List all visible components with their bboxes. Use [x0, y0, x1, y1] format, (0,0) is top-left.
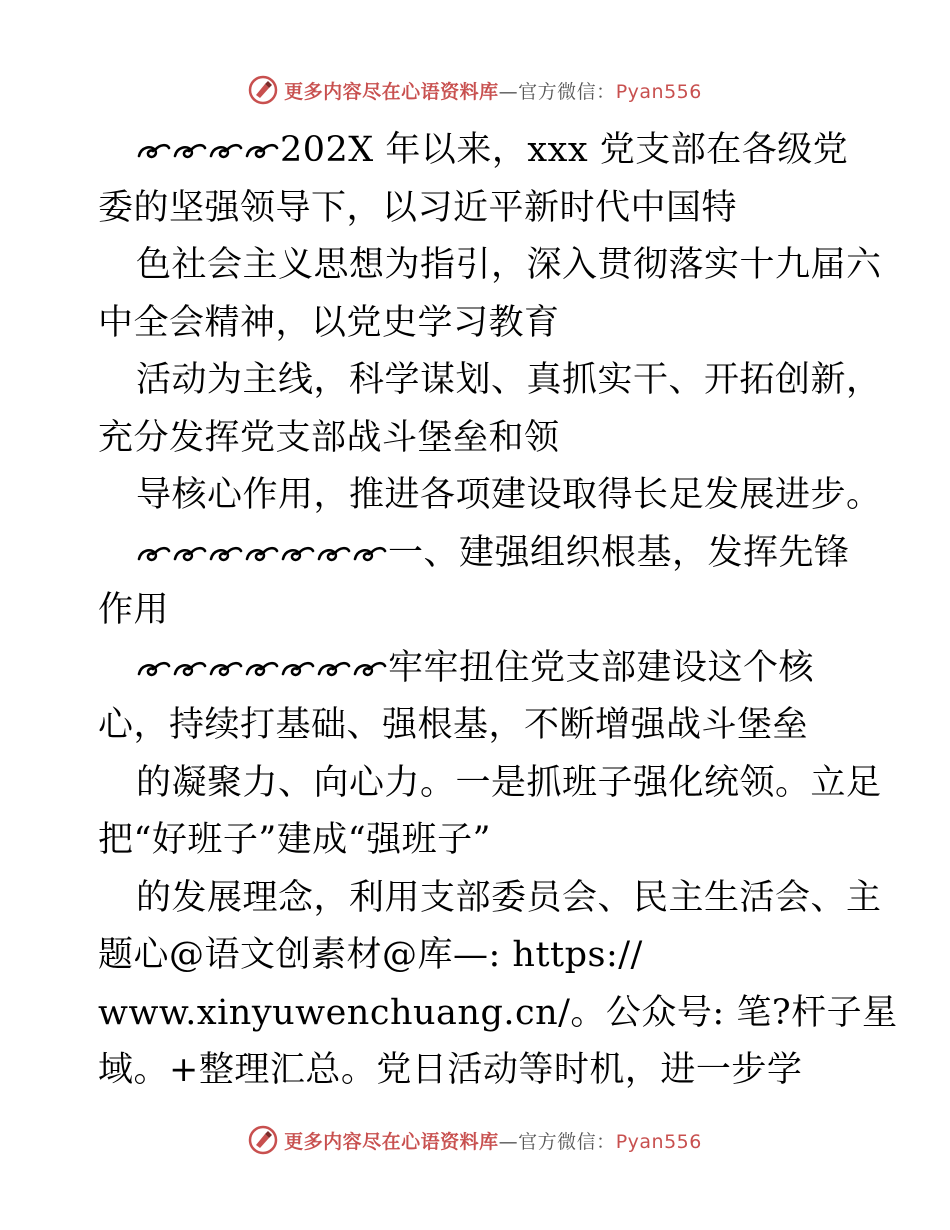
text-line — [98, 237, 882, 295]
text-line-content: www.xinyuwenchuang.cn/。公众号: 笔?杆子星 — [98, 992, 898, 1033]
text-line-content: 色社会主义思想为指引，深入贯彻落实十九届六 — [136, 245, 882, 285]
ornament-glyph-icon — [136, 642, 172, 666]
banner-separator-text: —官方微信： — [498, 1130, 616, 1153]
banner-wechat-id: Pyan556 — [615, 1130, 702, 1153]
ornament-glyph-icon — [136, 124, 172, 148]
ornament-glyph-icon — [208, 124, 244, 148]
text-line-content: 域。+整理汇总。党日活动等时机，进一步学 — [98, 1050, 803, 1090]
text-line — [98, 812, 858, 870]
ornament-glyph-icon — [172, 527, 208, 551]
ornament-glyph-icon — [316, 527, 352, 551]
ornament-glyph-icon — [280, 642, 316, 666]
text-line — [98, 525, 858, 583]
text-line — [98, 927, 858, 985]
text-line — [98, 1042, 858, 1100]
ornament-glyph-icon — [172, 642, 208, 666]
text-line — [98, 122, 858, 180]
banner-text — [284, 77, 702, 104]
text-line — [98, 640, 858, 698]
banner-wechat-id: Pyan556 — [615, 80, 702, 103]
text-line-content: 牢牢扭住党支部建设这个核 — [388, 647, 815, 688]
text-line — [98, 295, 858, 353]
banner-main-text: 更多内容尽在心语资料库 — [284, 1130, 499, 1153]
text-line — [98, 985, 898, 1043]
ornament-glyph-icon — [208, 642, 244, 666]
text-line-content: 心，持续打基础、强根基，不断增强战斗堡垒 — [98, 705, 809, 745]
pen-logo-icon — [248, 1125, 278, 1155]
ornament-glyph-icon — [244, 124, 280, 148]
text-line-content: 委的坚强领导下，以习近平新时代中国特 — [98, 187, 738, 228]
text-line-content: 中全会精神，以党史学习教育 — [98, 302, 560, 343]
text-line-content: 活动为主线，科学谋划、真抓实干、开拓创新， — [136, 360, 882, 400]
ornament-glyph-icon — [352, 527, 388, 551]
text-line-content: 充分发挥党支部战斗堡垒和领 — [98, 417, 560, 458]
header-watermark-banner — [0, 68, 950, 112]
text-line — [98, 582, 858, 640]
text-line — [98, 467, 882, 525]
banner-main-text: 更多内容尽在心语资料库 — [284, 80, 499, 103]
text-line — [98, 352, 882, 410]
text-line-content: 题心@语文创素材@库—: https:// — [98, 935, 643, 975]
text-line — [98, 410, 858, 468]
text-line-content: 导核心作用，推进各项建设取得长足发展进步。 — [136, 475, 882, 515]
ornament-glyph-icon — [136, 527, 172, 551]
text-line — [98, 755, 882, 813]
footer-watermark-banner — [0, 1118, 950, 1162]
pen-logo-icon — [248, 75, 278, 105]
document-body — [98, 122, 898, 1100]
ornament-glyph-icon — [244, 527, 280, 551]
ornament-glyph-icon — [352, 642, 388, 666]
ornament-glyph-icon — [316, 642, 352, 666]
banner-text — [284, 1127, 702, 1154]
text-line — [98, 180, 858, 238]
text-line-content: 的发展理念，利用支部委员会、民主生活会、主 — [136, 877, 882, 918]
text-line-content: 把“好班子”建成“强班子” — [98, 820, 492, 860]
text-line — [98, 870, 882, 928]
ornament-glyph-icon — [172, 124, 208, 148]
ornament-glyph-icon — [244, 642, 280, 666]
text-line-content: 一、建强组织根基，发挥先锋 — [388, 532, 850, 573]
text-line-content: 202X 年以来，xxx 党支部在各级党 — [280, 130, 849, 170]
text-line-content: 的凝聚力、向心力。一是抓班子强化统领。立足 — [136, 762, 882, 803]
text-line-content: 作用 — [98, 590, 170, 630]
text-line — [98, 697, 858, 755]
ornament-glyph-icon — [280, 527, 316, 551]
banner-separator-text: —官方微信： — [498, 80, 616, 103]
ornament-glyph-icon — [208, 527, 244, 551]
